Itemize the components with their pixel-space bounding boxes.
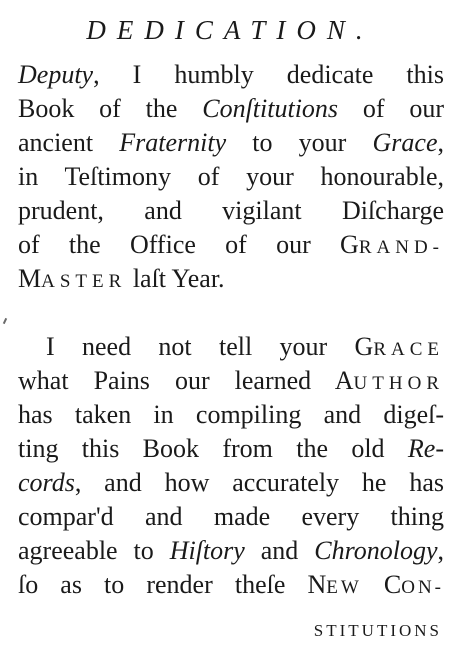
small-caps-initial: G — [340, 230, 359, 259]
small-caps-initial: G — [354, 332, 374, 361]
small-caps-initial: A — [334, 366, 354, 395]
italic-word: Deputy — [18, 60, 94, 89]
text-run: , — [437, 128, 444, 157]
small-caps-initial: N — [307, 570, 327, 599]
text-line — [18, 432, 444, 466]
small-caps-initial: M — [18, 264, 42, 293]
small-caps-word: ASTER — [41, 271, 127, 292]
text-line — [18, 466, 444, 500]
text-run: I need not tell your — [46, 332, 355, 361]
italic-word: Chronology — [314, 536, 438, 565]
small-caps-initial: C — [361, 570, 402, 599]
italic-word: cords — [18, 468, 75, 497]
paper-speck — [3, 318, 7, 324]
text-line: compar'd and made every thing — [18, 502, 444, 531]
text-run: of our — [338, 94, 445, 123]
small-caps-word: ON- — [401, 577, 445, 598]
text-line — [18, 58, 444, 92]
text-run: ancient — [18, 128, 120, 157]
text-run: what Pains our learned — [18, 366, 335, 395]
catchword: STITUTIONS — [313, 621, 442, 640]
italic-word: Fraternity — [119, 128, 227, 157]
text-line: prudent, and vigilant Diſcharge — [18, 196, 444, 225]
text-run: Book of the — [18, 94, 203, 123]
small-caps-word: RAND- — [358, 237, 444, 258]
italic-word: Hiſtory — [169, 536, 245, 565]
text-line — [18, 228, 444, 265]
text-line — [18, 364, 444, 401]
text-line — [18, 126, 444, 160]
text-run: , and how accurately he has — [74, 468, 444, 497]
text-line — [18, 92, 444, 126]
italic-word: Conſtitutions — [202, 94, 339, 123]
text-run: of the Office of our — [18, 230, 341, 259]
text-run: laſt Year. — [126, 264, 225, 293]
page-heading: DEDICATION. — [86, 15, 374, 45]
text-run: ſo as to render theſe — [18, 570, 308, 599]
italic-word: Re- — [407, 434, 444, 463]
italic-word: Grace — [372, 128, 438, 157]
text-run: , — [437, 536, 445, 565]
small-caps-word: RACE — [373, 339, 444, 360]
text-run: agreeable to — [18, 536, 170, 565]
text-line — [18, 568, 444, 605]
small-caps-word: EW — [326, 577, 362, 598]
text-line — [18, 534, 444, 568]
text-line: has taken in compiling and digeſ- — [18, 400, 444, 429]
text-line — [46, 330, 444, 367]
text-line: in Teſtimony of your honourable, — [18, 162, 444, 191]
text-run: to your — [226, 128, 373, 157]
text-run: and — [244, 536, 315, 565]
small-caps-word: UTHOR — [353, 373, 444, 394]
text-run: ting this Book from the old — [18, 434, 408, 463]
text-run: , I humbly dedicate this — [93, 60, 444, 89]
text-line — [18, 262, 444, 299]
